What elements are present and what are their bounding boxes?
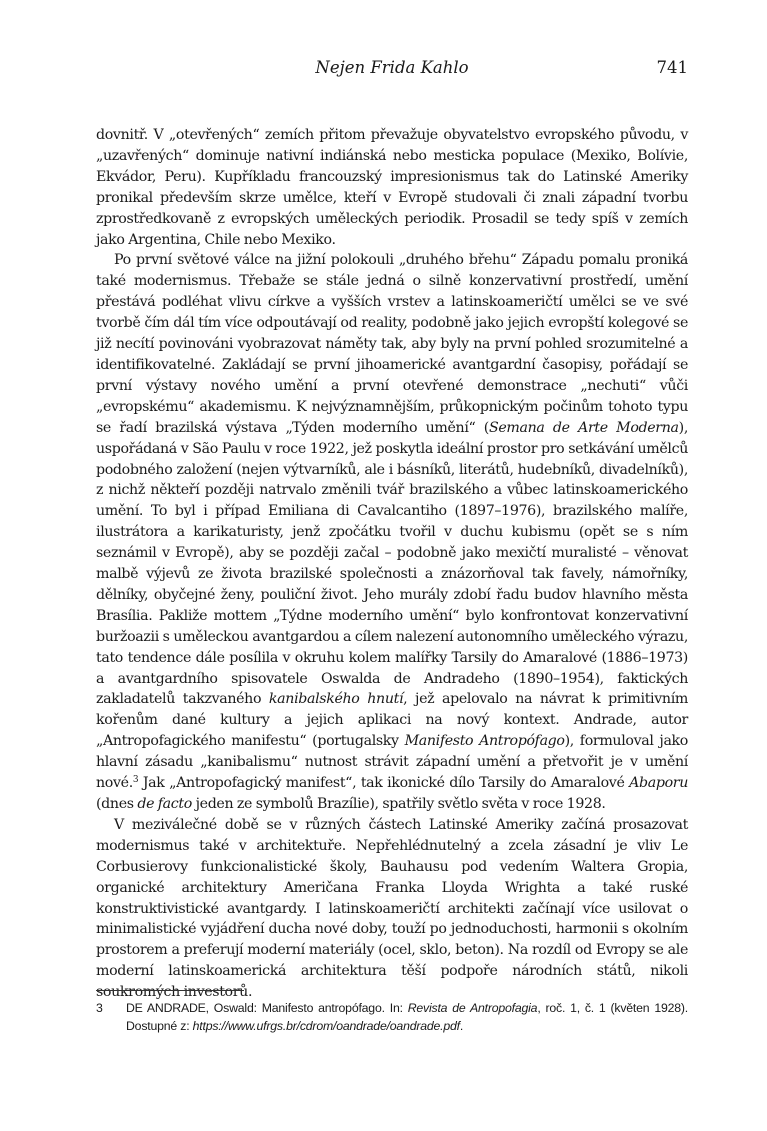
- footnote-divider: [96, 990, 244, 991]
- paragraph-2-text-a: Po první světové válce na jižní polokouli „druhého břehu“ Západu pomalu proniká také modernismus. Třebaže se stále jedná o silně konzervativní prostředí, umění přestává podléhat vlivu církve a vyšších vrstev a latinskoameričtí umělci se ve své tvorbě čím dál tím více odpoutávají od reality, podobně jako jejich evropští kolegové se již necítí povinováni vyobrazovat náměty tak, aby byly na první pohled srozumitelné a identifikovatelné. Zakládají se první jihoamerické avantgardní časopisy, pořádají se první výstavy nového umění a první otevřené demonstrace „nechuti“ vůči „evropskému“ akademismu. K nejvýznamnějším, průkopnickým počinům tohoto typu se řadí brazilská výstava „Týden moderního umění“ (: [96, 252, 688, 436]
- italic-semana-de-arte-moderna: Semana de Arte Moderna: [488, 419, 679, 436]
- footnote-text-c: .: [459, 1018, 464, 1033]
- paragraph-2-text-d: ), formuloval jako hlavní zásadu „kanibalismu“ nutnost strávit západní umění a přetvořit je v umění nové.: [96, 733, 688, 792]
- paragraph-3: V meziválečné době se v různých částech Latinské Ameriky začíná prosazovat modernismus také v architektuře. Nepřehlédnutelný a zcela zásadní je vliv Le Corbusierovy funkcionalistické školy, Bauhausu pod vedením Waltera Gropia, organické architektury Američana Franka Lloyda Wrighta a také ruské konstruktivistické avantgardy. I latinskoameričtí architekti začínají více usilovat o minimalistické vyjádření ducha nové doby, touží po jednoduchosti, harmonii s okolním prostorem a preferují moderní materiály (ocel, sklo, beton). Na rozdíl od Evropy se ale moderní latinskoamerická architektura těší podpoře národních států, nikoli soukromých investorů.: [96, 816, 688, 1001]
- footnote-text-b: , roč. 1, č. 1 (květen 1928). Dostupné z:: [126, 1001, 688, 1033]
- paragraph-2-text-b: ), uspořádaná v São Paulu v roce 1922, jež poskytla ideální prostor pro setkávání umělců podobného založení (nejen výtvarníků, ale i básníků, literátů, hudebníků, divadelníků), z nichž někteří později natrvalo změnili tvář brazilského a vůbec latinskoamerického umění. To byl i případ Emiliana di Cavalcantiho (1897–1976), brazilského malíře, ilustrátora a karikaturisty, jenž zpočátku tvořil v duchu kubismu (opět se s ním seznámil v Evropě), aby se později začal – podobně jako mexičtí muralisté – věnovat malbě výjevů ze života brazilské společnosti a znázorňoval tak favely, námořníky, dělníky, obyčejné ženy, pouliční život. Jeho murály zdobí řadu budov hlavního města Brasília. Pakliže mottem „Týdne moderního umění“ bylo konfrontovat konzervativní buržoazii s uměleckou avantgardou a cílem nalezení autonomního uměleckého výrazu, tato tendence dále posílila v okruhu kolem malířky Tarsily do Amaralové (1886–1973) a avantgardního spisovatele Oswalda de Andradeho (1890–1954), faktických zakladatelů takzvaného: [96, 419, 688, 708]
- footnote-reference[interactable]: 3: [132, 775, 139, 786]
- running-title: Nejen Frida Kahlo: [315, 58, 469, 77]
- italic-manifesto-antropofago: Manifesto Antropófago: [404, 733, 565, 750]
- paragraph-2: [96, 250, 688, 814]
- paragraph-1: dovnitř. V „otevřených“ zemích přitom převažuje obyvatelstvo evropského původu, v „uzavřených“ dominuje nativní indiánská nebo mesticka populace (Mexiko, Bolívie, Ekvádor, Peru). Kupříkladu francouzský impresionismus tak do Latinské Ameriky pronikal především skrze umělce, kteří v Evropě studovali či znali západní tvorbu zprostředkovaně z evropských uměleckých periodik. Prosadil se tedy spíš v zemích jako Argentina, Chile nebo Mexiko.: [96, 127, 688, 248]
- page-number: 741: [656, 58, 688, 77]
- running-head: [96, 58, 688, 84]
- paragraph-2-text-f: (dnes: [96, 796, 138, 812]
- footnote: [96, 1000, 688, 1035]
- footnote-number: 3: [96, 1001, 103, 1015]
- paragraph-2-text-g: jeden ze symbolů Brazílie), spatřily světlo světa v roce 1928.: [191, 796, 606, 812]
- paragraph-2-text-e: Jak „Antropofagický manifest“, tak ikonické dílo Tarsily do Amaralové: [138, 775, 630, 792]
- italic-abaporu: Abaporu: [629, 775, 688, 792]
- footnote-url[interactable]: https://www.ufrgs.br/cdrom/oandrade/oandrade.pdf: [192, 1018, 460, 1033]
- body-text: [96, 125, 688, 1003]
- paragraph-2-text-c: , jež apelovalo na návrat k primitivním kořenům dané kultury a jejich aplikaci na nový kontext. Andrade, autor „Antropofagického manifestu“ (portugalsky: [96, 691, 688, 750]
- footnote-text: [126, 1000, 688, 1035]
- italic-kanibalskeho-hnuti: kanibalského hnutí: [268, 691, 404, 708]
- footnote-journal-title: Revista de Antropofagia: [407, 1001, 538, 1015]
- footnote-text-a: DE ANDRADE, Oswald: Manifesto antropófago. In:: [126, 1001, 408, 1015]
- italic-de-facto: de facto: [137, 796, 192, 812]
